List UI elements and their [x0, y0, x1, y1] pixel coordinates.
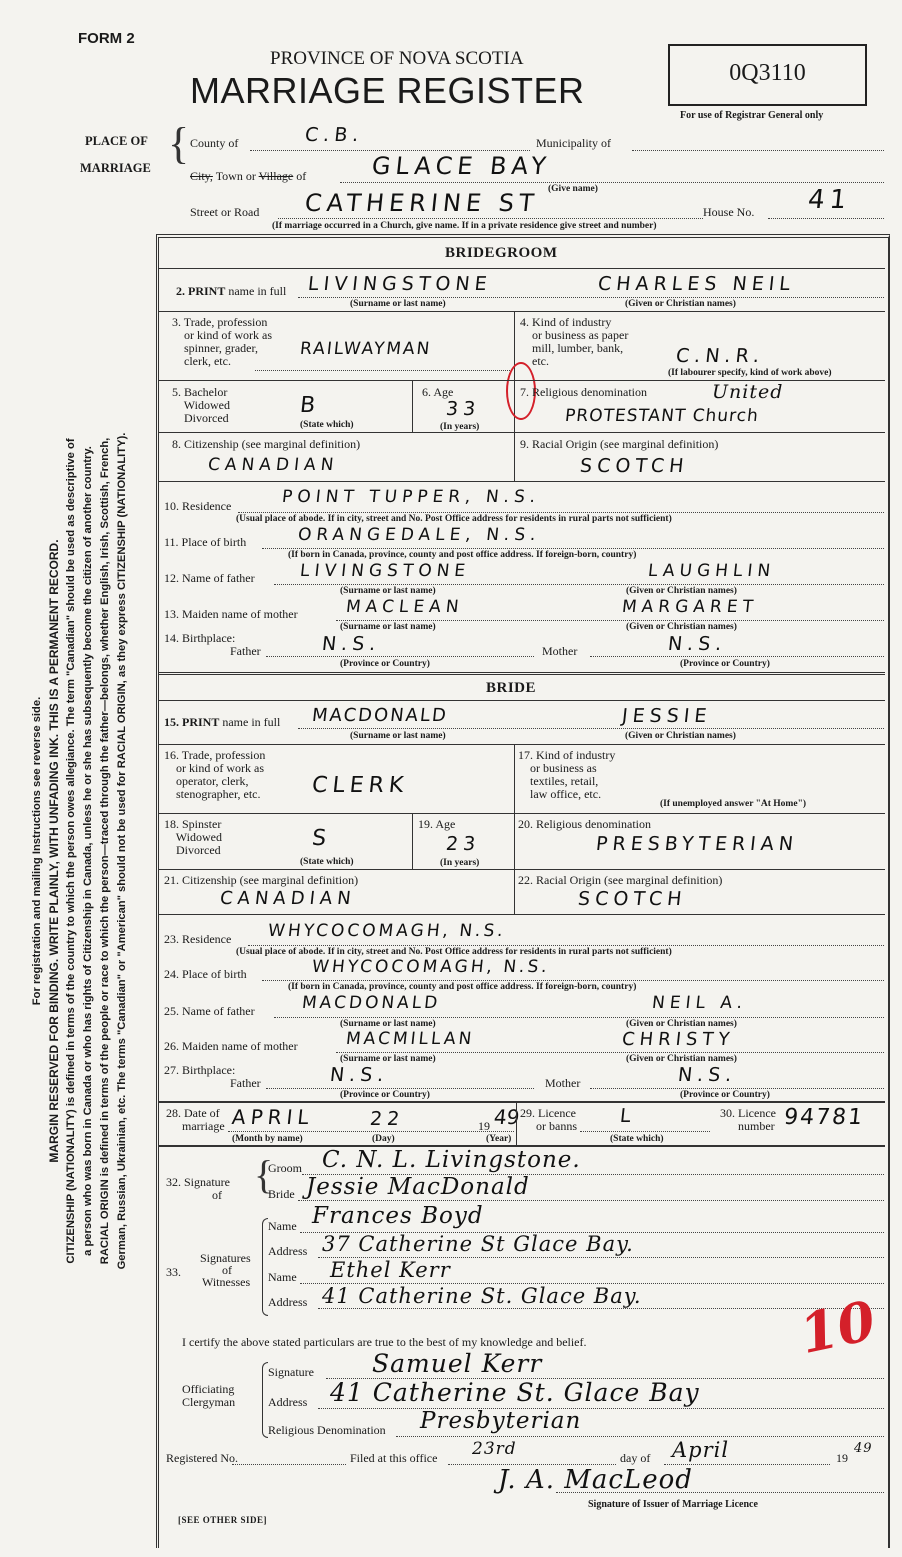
field-20-label: 20. Religious denomination: [518, 817, 651, 831]
field-28-label-2: marriage: [182, 1119, 225, 1133]
witness2-name-label: Name: [268, 1270, 297, 1284]
surname-caption: (Surname or last name): [340, 1019, 436, 1029]
street-note: (If marriage occurred in a Church, give name. If in a private residence give street and number): [272, 221, 657, 231]
groom-mother-birthplace[interactable]: N.S.: [666, 633, 728, 655]
birth-caption: (If born in Canada, province, county and post office address. If foreign-born, country): [288, 550, 637, 560]
county-label: County of: [190, 136, 239, 150]
bride-mother-surname[interactable]: MACMILLAN: [344, 1029, 476, 1049]
day-caption: (Day): [372, 1134, 395, 1144]
groom-status[interactable]: B: [298, 393, 322, 418]
mother-label: Mother: [545, 1076, 581, 1090]
given-caption: (Given or Christian names): [626, 586, 737, 596]
groom-religion[interactable]: PROTESTANT Church: [563, 406, 760, 426]
bride-father-given[interactable]: NEIL A.: [650, 993, 749, 1013]
field-29-label: 29. Licence: [520, 1106, 576, 1120]
father-label: Father: [230, 644, 261, 658]
witness1-address[interactable]: 37 Catherine St Glace Bay.: [322, 1232, 634, 1256]
groom-mother-surname[interactable]: MACLEAN: [344, 597, 465, 617]
field-21-label: 21. Citizenship (see marginal definition): [164, 873, 359, 887]
field-26-label: 26. Maiden name of mother: [164, 1039, 298, 1053]
town-label: City, Town or Village of: [190, 169, 307, 183]
margin-line: MARGIN RESERVED FOR BINDING. WRITE PLAINLY, WITH UNFADING INK. THIS IS A PERMANENT RECORD.: [47, 539, 61, 1163]
groom-citizenship[interactable]: CANADIAN: [206, 455, 340, 475]
residence-caption: (Usual place of abode. If in city, street and No. Post Office address for residents in rural parts not sufficient): [236, 947, 672, 957]
witness2-name[interactable]: Ethel Kerr: [330, 1258, 451, 1282]
clergyman-label: Clergyman: [182, 1395, 236, 1409]
groom-trade[interactable]: RAILWAYMAN: [298, 339, 433, 359]
industry-caption: (If labourer specify, kind of work above): [668, 368, 832, 378]
section-bride: BRIDE: [486, 680, 537, 696]
field-23-label: 23. Residence: [164, 932, 232, 946]
street-label: Street or Road: [190, 205, 260, 219]
state-which-caption: (State which): [610, 1134, 664, 1144]
field-4-label: 4. Kind of industry or business as paper mill, lumber, bank, etc.: [520, 315, 629, 368]
bride-age[interactable]: 23: [444, 833, 482, 855]
field-33-of: of: [222, 1263, 232, 1277]
groom-birthplace[interactable]: ORANGEDALE, N.S.: [296, 525, 542, 545]
filed-year-prefix: 19: [836, 1451, 848, 1465]
clergy-address-label: Address: [268, 1395, 308, 1409]
town-value[interactable]: GLACE BAY: [370, 152, 553, 180]
given-caption: (Given or Christian names): [626, 1054, 737, 1064]
month-caption: (Month by name): [232, 1134, 303, 1144]
field-15-label: 15. PRINT name in full: [164, 715, 281, 729]
marriage-day[interactable]: 22: [368, 1108, 406, 1130]
filed-month[interactable]: April: [672, 1438, 730, 1462]
groom-residence[interactable]: POINT TUPPER, N.S.: [280, 487, 542, 507]
groom-surname[interactable]: LIVINGSTONE: [306, 273, 493, 295]
street-value[interactable]: CATHERINE ST: [303, 189, 541, 217]
see-other-side-note: [SEE OTHER SIDE]: [178, 1515, 268, 1525]
clergy-address[interactable]: 41 Catherine St. Glace Bay: [330, 1378, 700, 1407]
residence-caption: (Usual place of abode. If in city, street and No. Post Office address for residents in rural parts not sufficient): [236, 514, 672, 524]
field-33-witnesses: Witnesses: [202, 1275, 251, 1289]
field-14-label: 14. Birthplace:: [164, 631, 236, 645]
bride-father-surname[interactable]: MACDONALD: [300, 993, 442, 1013]
registrar-note: For use of Registrar General only: [680, 110, 824, 121]
section-bridegroom: BRIDEGROOM: [445, 245, 558, 261]
bride-residence[interactable]: WHYCOCOMAGH, N.S.: [266, 921, 507, 941]
surname-caption: (Surname or last name): [340, 1054, 436, 1064]
filed-year[interactable]: 49: [854, 1441, 873, 1456]
groom-sig-label: Groom: [268, 1161, 302, 1175]
field-29-label-2: or banns: [536, 1119, 577, 1133]
bride-given-names[interactable]: JESSIE: [620, 705, 713, 727]
groom-father-surname[interactable]: LIVINGSTONE: [298, 561, 472, 581]
bride-father-birthplace[interactable]: N.S.: [328, 1064, 390, 1086]
industry-caption: (If unemployed answer "At Home"): [660, 799, 807, 809]
given-caption: (Given or Christian names): [626, 622, 737, 632]
house-value[interactable]: 41: [806, 185, 853, 215]
year-caption: (Year): [486, 1134, 512, 1144]
bride-birthplace[interactable]: WHYCOCOMAGH, N.S.: [310, 957, 551, 977]
field-30-label: 30. Licence: [720, 1106, 776, 1120]
in-years-caption: (In years): [440, 422, 480, 432]
marriage-label: MARRIAGE: [80, 161, 151, 175]
officiating-label: Officiating: [182, 1382, 235, 1396]
field-30-label-2: number: [738, 1119, 775, 1133]
place-of-label: PLACE OF: [85, 134, 148, 148]
mother-label: Mother: [542, 644, 578, 658]
bride-sig-label: Bride: [268, 1187, 295, 1201]
groom-signature[interactable]: C. N. L. Livingstone.: [322, 1147, 581, 1173]
groom-father-birthplace[interactable]: N.S.: [320, 633, 382, 655]
year-prefix: 19: [478, 1119, 490, 1133]
field-7-label: 7. Religious denomination: [520, 385, 647, 399]
margin-line: German, Russian, Ukrainian, etc. The terms "Canadian" or "American" should not be used for RACIAL ORIGIN, as they express CITIZENSHIP (NATIONALITY).: [116, 432, 128, 1270]
province-caption: (Province or Country): [680, 659, 770, 669]
margin-line: RACIAL ORIGIN is defined in terms of the people or race to which the person—traced through the father—belongs, whether English, Irish, Scottish, French,: [99, 437, 111, 1265]
father-label: Father: [230, 1076, 261, 1090]
field-9-label: 9. Racial Origin (see marginal definition): [520, 437, 719, 451]
bride-religion[interactable]: PRESBYTERIAN: [594, 833, 800, 855]
marriage-month[interactable]: APRIL: [230, 1105, 315, 1129]
margin-instructions: [29, 271, 131, 1431]
surname-caption: (Surname or last name): [350, 299, 446, 309]
groom-religion-note[interactable]: United: [712, 381, 784, 403]
field-33-number: 33.: [166, 1265, 181, 1279]
field-32-label: 32. Signature: [166, 1175, 230, 1189]
clergy-signature-label: Signature: [268, 1365, 314, 1379]
field-33-label: Signatures: [200, 1251, 251, 1265]
clergy-denomination-label: Religious Denomination: [268, 1423, 386, 1437]
field-16-label: 16. Trade, profession or kind of work as operator, clerk, stenographer, etc.: [164, 748, 266, 801]
registrar-number-box: [668, 44, 867, 106]
field-2-label: 2. PRINT name in full: [176, 284, 287, 298]
bride-racial-origin[interactable]: SCOTCH: [576, 888, 688, 910]
witness2-address-label: Address: [268, 1295, 308, 1309]
bride-mother-birthplace[interactable]: N.S.: [676, 1064, 738, 1086]
brace: {: [168, 119, 190, 168]
field-18-label: 18. Spinster Widowed Divorced: [164, 817, 222, 857]
registrar-number: 0Q3110: [729, 60, 806, 86]
surname-caption: (Surname or last name): [340, 586, 436, 596]
groom-racial-origin[interactable]: SCOTCH: [578, 455, 690, 477]
registered-no-label: Registered No.: [166, 1451, 238, 1465]
bride-signature[interactable]: Jessie MacDonald: [306, 1174, 530, 1200]
birth-caption: (If born in Canada, province, county and post office address. If foreign-born, country): [288, 982, 637, 992]
field-6-label: 6. Age: [422, 385, 454, 399]
witness1-name-label: Name: [268, 1219, 297, 1233]
field-28-label: 28. Date of: [166, 1106, 220, 1120]
page-title: MARRIAGE REGISTER: [190, 70, 585, 111]
house-label: House No.: [703, 205, 755, 219]
filed-day[interactable]: 23rd: [472, 1439, 517, 1459]
marriage-year[interactable]: 49: [492, 1105, 521, 1129]
form-number: FORM 2: [78, 30, 135, 47]
licence-or-banns[interactable]: L: [618, 1105, 637, 1127]
field-10-label: 10. Residence: [164, 499, 232, 513]
field-27-label: 27. Birthplace:: [164, 1063, 236, 1077]
groom-industry[interactable]: C.N.R.: [674, 345, 766, 367]
municipality-label: Municipality of: [536, 136, 611, 150]
bride-surname[interactable]: MACDONALD: [310, 705, 449, 726]
give-name-caption: (Give name): [548, 184, 598, 194]
margin-line: a person who was born in Canada or who has rights of Citizenship in Canada, unless he or she has subsequently become the citizen of another country.: [82, 446, 94, 1256]
surname-caption: (Surname or last name): [350, 731, 446, 741]
given-caption: (Given or Christian names): [626, 1019, 737, 1029]
bride-citizenship[interactable]: CANADIAN: [218, 888, 357, 909]
field-13-label: 13. Maiden name of mother: [164, 607, 298, 621]
field-22-label: 22. Racial Origin (see marginal definition): [518, 873, 723, 887]
groom-mother-given[interactable]: MARGARET: [620, 597, 759, 617]
margin-line: For registration and mailing Instructions see reverse side.: [31, 696, 43, 1006]
field-11-label: 11. Place of birth: [164, 535, 247, 549]
field-12-label: 12. Name of father: [164, 571, 255, 585]
bride-mother-given[interactable]: CHRISTY: [620, 1029, 736, 1050]
red-mark: 10: [794, 1287, 881, 1367]
state-which-caption: (State which): [300, 857, 354, 867]
field-8-label: 8. Citizenship (see marginal definition): [172, 437, 361, 451]
groom-father-given[interactable]: LAUGHLIN: [646, 561, 777, 581]
province-caption: (Province or Country): [680, 1090, 770, 1100]
day-of-label: day of: [620, 1451, 651, 1465]
groom-age[interactable]: 33: [444, 398, 482, 420]
filed-label: Filed at this office: [350, 1451, 438, 1465]
field-25-label: 25. Name of father: [164, 1004, 255, 1018]
state-which-caption: (State which): [300, 420, 354, 430]
field-19-label: 19. Age: [418, 817, 456, 831]
witness1-name[interactable]: Frances Boyd: [312, 1203, 484, 1229]
province-caption: (Province or Country): [340, 659, 430, 669]
province-caption: (Province or Country): [340, 1090, 430, 1100]
given-caption: (Given or Christian names): [625, 731, 736, 741]
province-heading: PROVINCE OF NOVA SCOTIA: [270, 48, 524, 69]
bride-status[interactable]: S: [310, 826, 333, 851]
licence-number[interactable]: 94781: [782, 1105, 866, 1130]
issuer-signature[interactable]: J. A. MacLeod: [498, 1465, 693, 1495]
county-value[interactable]: C.B.: [303, 124, 365, 146]
bride-trade[interactable]: CLERK: [310, 773, 410, 798]
margin-line: CITIZENSHIP (NATIONALITY) is defined in terms of the country to which the person owes allegiance. The term "Canadian" should be used as descriptive of: [65, 438, 77, 1264]
clergy-denomination[interactable]: Presbyterian: [420, 1408, 582, 1434]
witness2-address[interactable]: 41 Catherine St. Glace Bay.: [322, 1284, 642, 1308]
field-3-label: 3. Trade, profession or kind of work as spinner, grader, clerk, etc.: [172, 315, 272, 368]
field-24-label: 24. Place of birth: [164, 967, 247, 981]
given-caption: (Given or Christian names): [625, 299, 736, 309]
field-5-label: 5. Bachelor Widowed Divorced: [172, 385, 230, 425]
in-years-caption: (In years): [440, 858, 480, 868]
field-32-of: of: [212, 1188, 222, 1202]
clergy-signature[interactable]: Samuel Kerr: [372, 1349, 543, 1378]
groom-given-names[interactable]: CHARLES NEIL: [596, 273, 797, 295]
certification-statement: I certify the above stated particulars are true to the best of my knowledge and belief.: [182, 1335, 587, 1349]
surname-caption: (Surname or last name): [340, 622, 436, 632]
issuer-caption: Signature of Issuer of Marriage Licence: [588, 1499, 758, 1510]
field-17-label: 17. Kind of industry or business as textiles, retail, law office, etc.: [518, 748, 616, 801]
witness1-address-label: Address: [268, 1244, 308, 1258]
